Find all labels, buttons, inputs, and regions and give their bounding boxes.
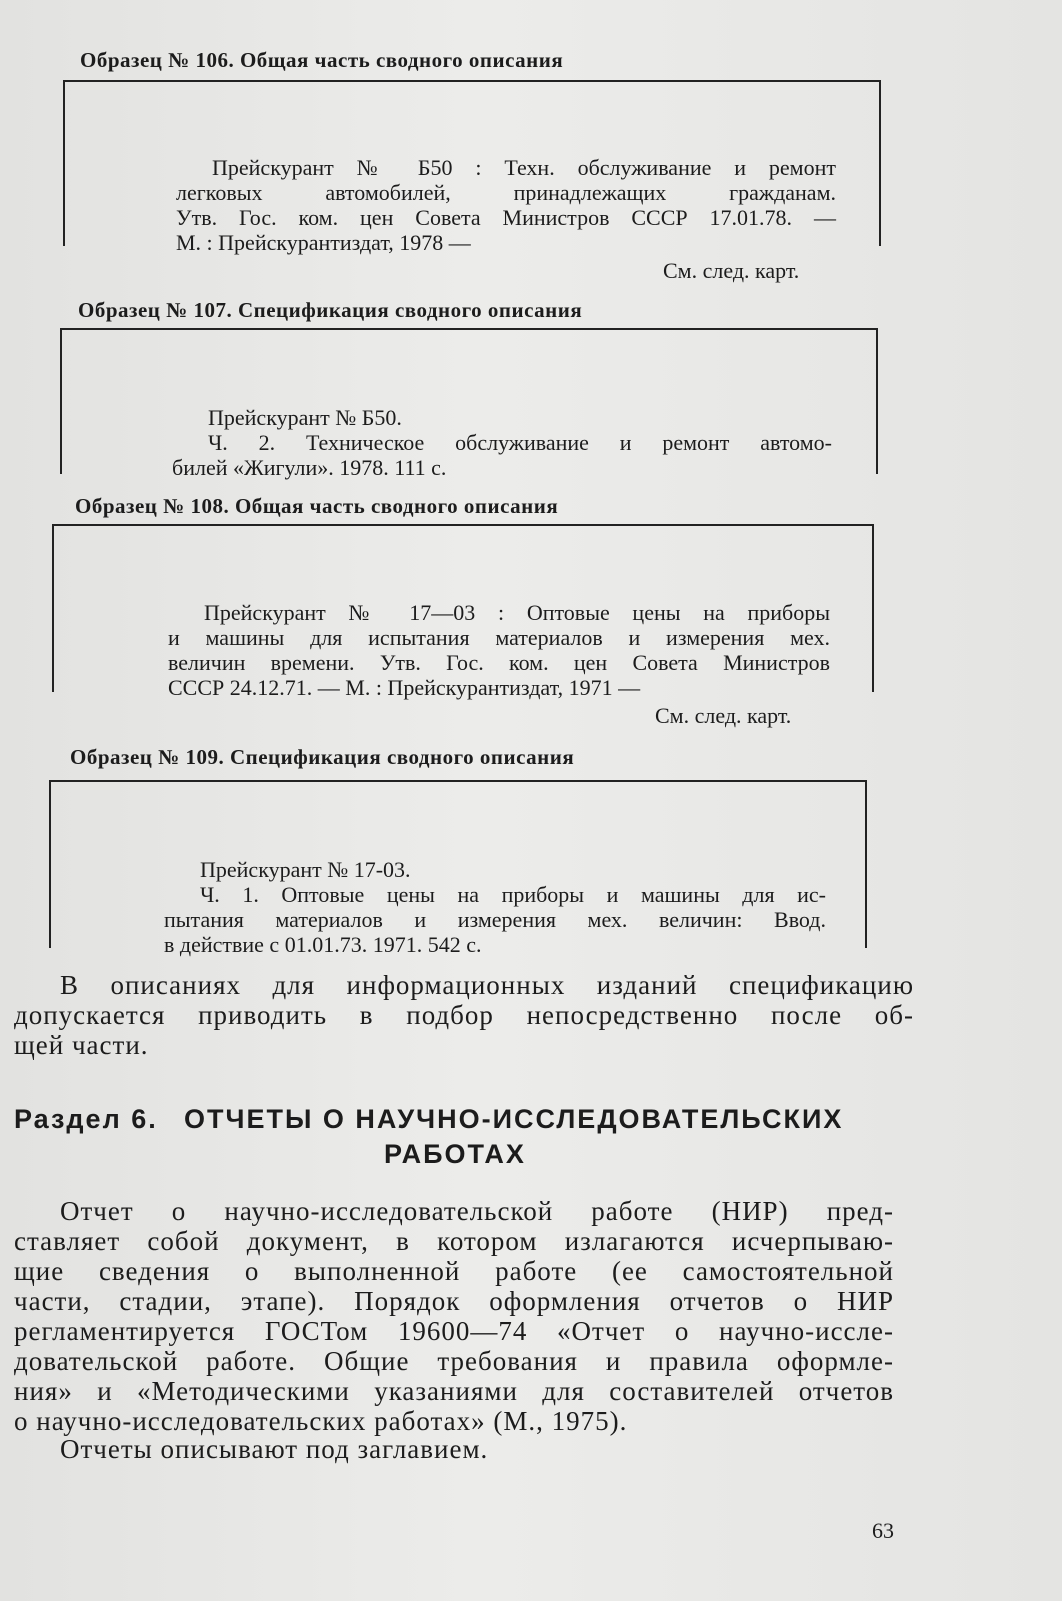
section-label: Раздел 6.: [14, 1104, 158, 1134]
sample-109-text: [164, 857, 826, 957]
sample-108-text: [168, 600, 830, 700]
page-number: 63: [872, 1518, 894, 1543]
sample-107-heading: Образец № 107. Спецификация сводного описания: [78, 298, 583, 322]
sample-106-heading: Образец № 106. Общая часть сводного описания: [80, 48, 564, 72]
section-title-line1: ОТЧЕТЫ О НАУЧНО-ИССЛЕДОВАТЕЛЬСКИХ: [184, 1104, 844, 1134]
paragraph-line: ставляет собой документ, в котором излагаются исчерпываю-: [14, 1226, 894, 1256]
section-heading: [14, 1104, 914, 1170]
sample-107-text: [172, 405, 832, 480]
paragraph-described-under-title: [14, 1434, 914, 1464]
card-line: легковых автомобилей, принадлежащих гражданам.: [176, 180, 836, 205]
sample-106-see-next: См. след. карт.: [663, 258, 800, 283]
sample-106-text: [176, 155, 836, 255]
paragraph-line: ния» и «Методическими указаниями для составителей отчетов: [14, 1376, 894, 1406]
paragraph-report-definition: [14, 1196, 894, 1436]
paragraph-line: о научно-исследовательских работах» (М., 1975).: [14, 1406, 628, 1436]
paragraph-line: допускается приводить в подбор непосредственно после об-: [14, 1000, 914, 1030]
paragraph-line: Отчет о научно-исследовательской работе (НИР) пред-: [60, 1196, 894, 1226]
sample-108-see-next: См. след. карт.: [655, 703, 792, 728]
card-line: пытания материалов и измерения мех. величин: Ввод.: [164, 907, 826, 932]
card-line: билей «Жигули». 1978. 111 с.: [172, 455, 447, 480]
sample-108-heading: Образец № 108. Общая часть сводного описания: [75, 494, 559, 518]
paragraph-spec-placement: [14, 970, 914, 1060]
card-line: М. : Прейскурантиздат, 1978 —: [176, 230, 471, 255]
card-line: величин времени. Утв. Гос. ком. цен Совета Министров: [168, 650, 830, 675]
card-line: Прейскурант № 17—03 : Оптовые цены на приборы: [204, 600, 830, 625]
section-title-line2: РАБОТАХ: [384, 1139, 526, 1169]
card-line: в действие с 01.01.73. 1971. 542 с.: [164, 932, 482, 957]
paragraph-line: В описаниях для информационных изданий спецификацию: [60, 970, 914, 1000]
sample-109-heading: Образец № 109. Спецификация сводного описания: [70, 745, 575, 769]
card-line: Ч. 1. Оптовые цены на приборы и машины для ис-: [200, 882, 826, 907]
card-line: Прейскурант № Б50 : Техн. обслуживание и ремонт: [212, 155, 836, 180]
paragraph-line: довательской работе. Общие требования и правила оформле-: [14, 1346, 894, 1376]
paragraph-line: регламентируется ГОСТом 19600—74 «Отчет о научно-иссле-: [14, 1316, 894, 1346]
card-line: и машины для испытания материалов и измерения мех.: [168, 625, 830, 650]
paragraph-line: Отчеты описывают под заглавием.: [60, 1434, 489, 1464]
card-line: Прейскурант № Б50.: [208, 405, 402, 430]
card-line: СССР 24.12.71. — М. : Прейскурантиздат, 1971 —: [168, 675, 641, 700]
paragraph-line: щие сведения о выполненной работе (ее самостоятельной: [14, 1256, 894, 1286]
card-line: Ч. 2. Техническое обслуживание и ремонт автомо-: [208, 430, 832, 455]
card-line: Утв. Гос. ком. цен Совета Министров СССР 17.01.78. —: [176, 205, 836, 230]
card-line: Прейскурант № 17-03.: [200, 857, 411, 882]
paragraph-line: части, стадии, этапе). Порядок оформления отчетов о НИР: [14, 1286, 894, 1316]
paragraph-line: щей части.: [14, 1030, 149, 1060]
